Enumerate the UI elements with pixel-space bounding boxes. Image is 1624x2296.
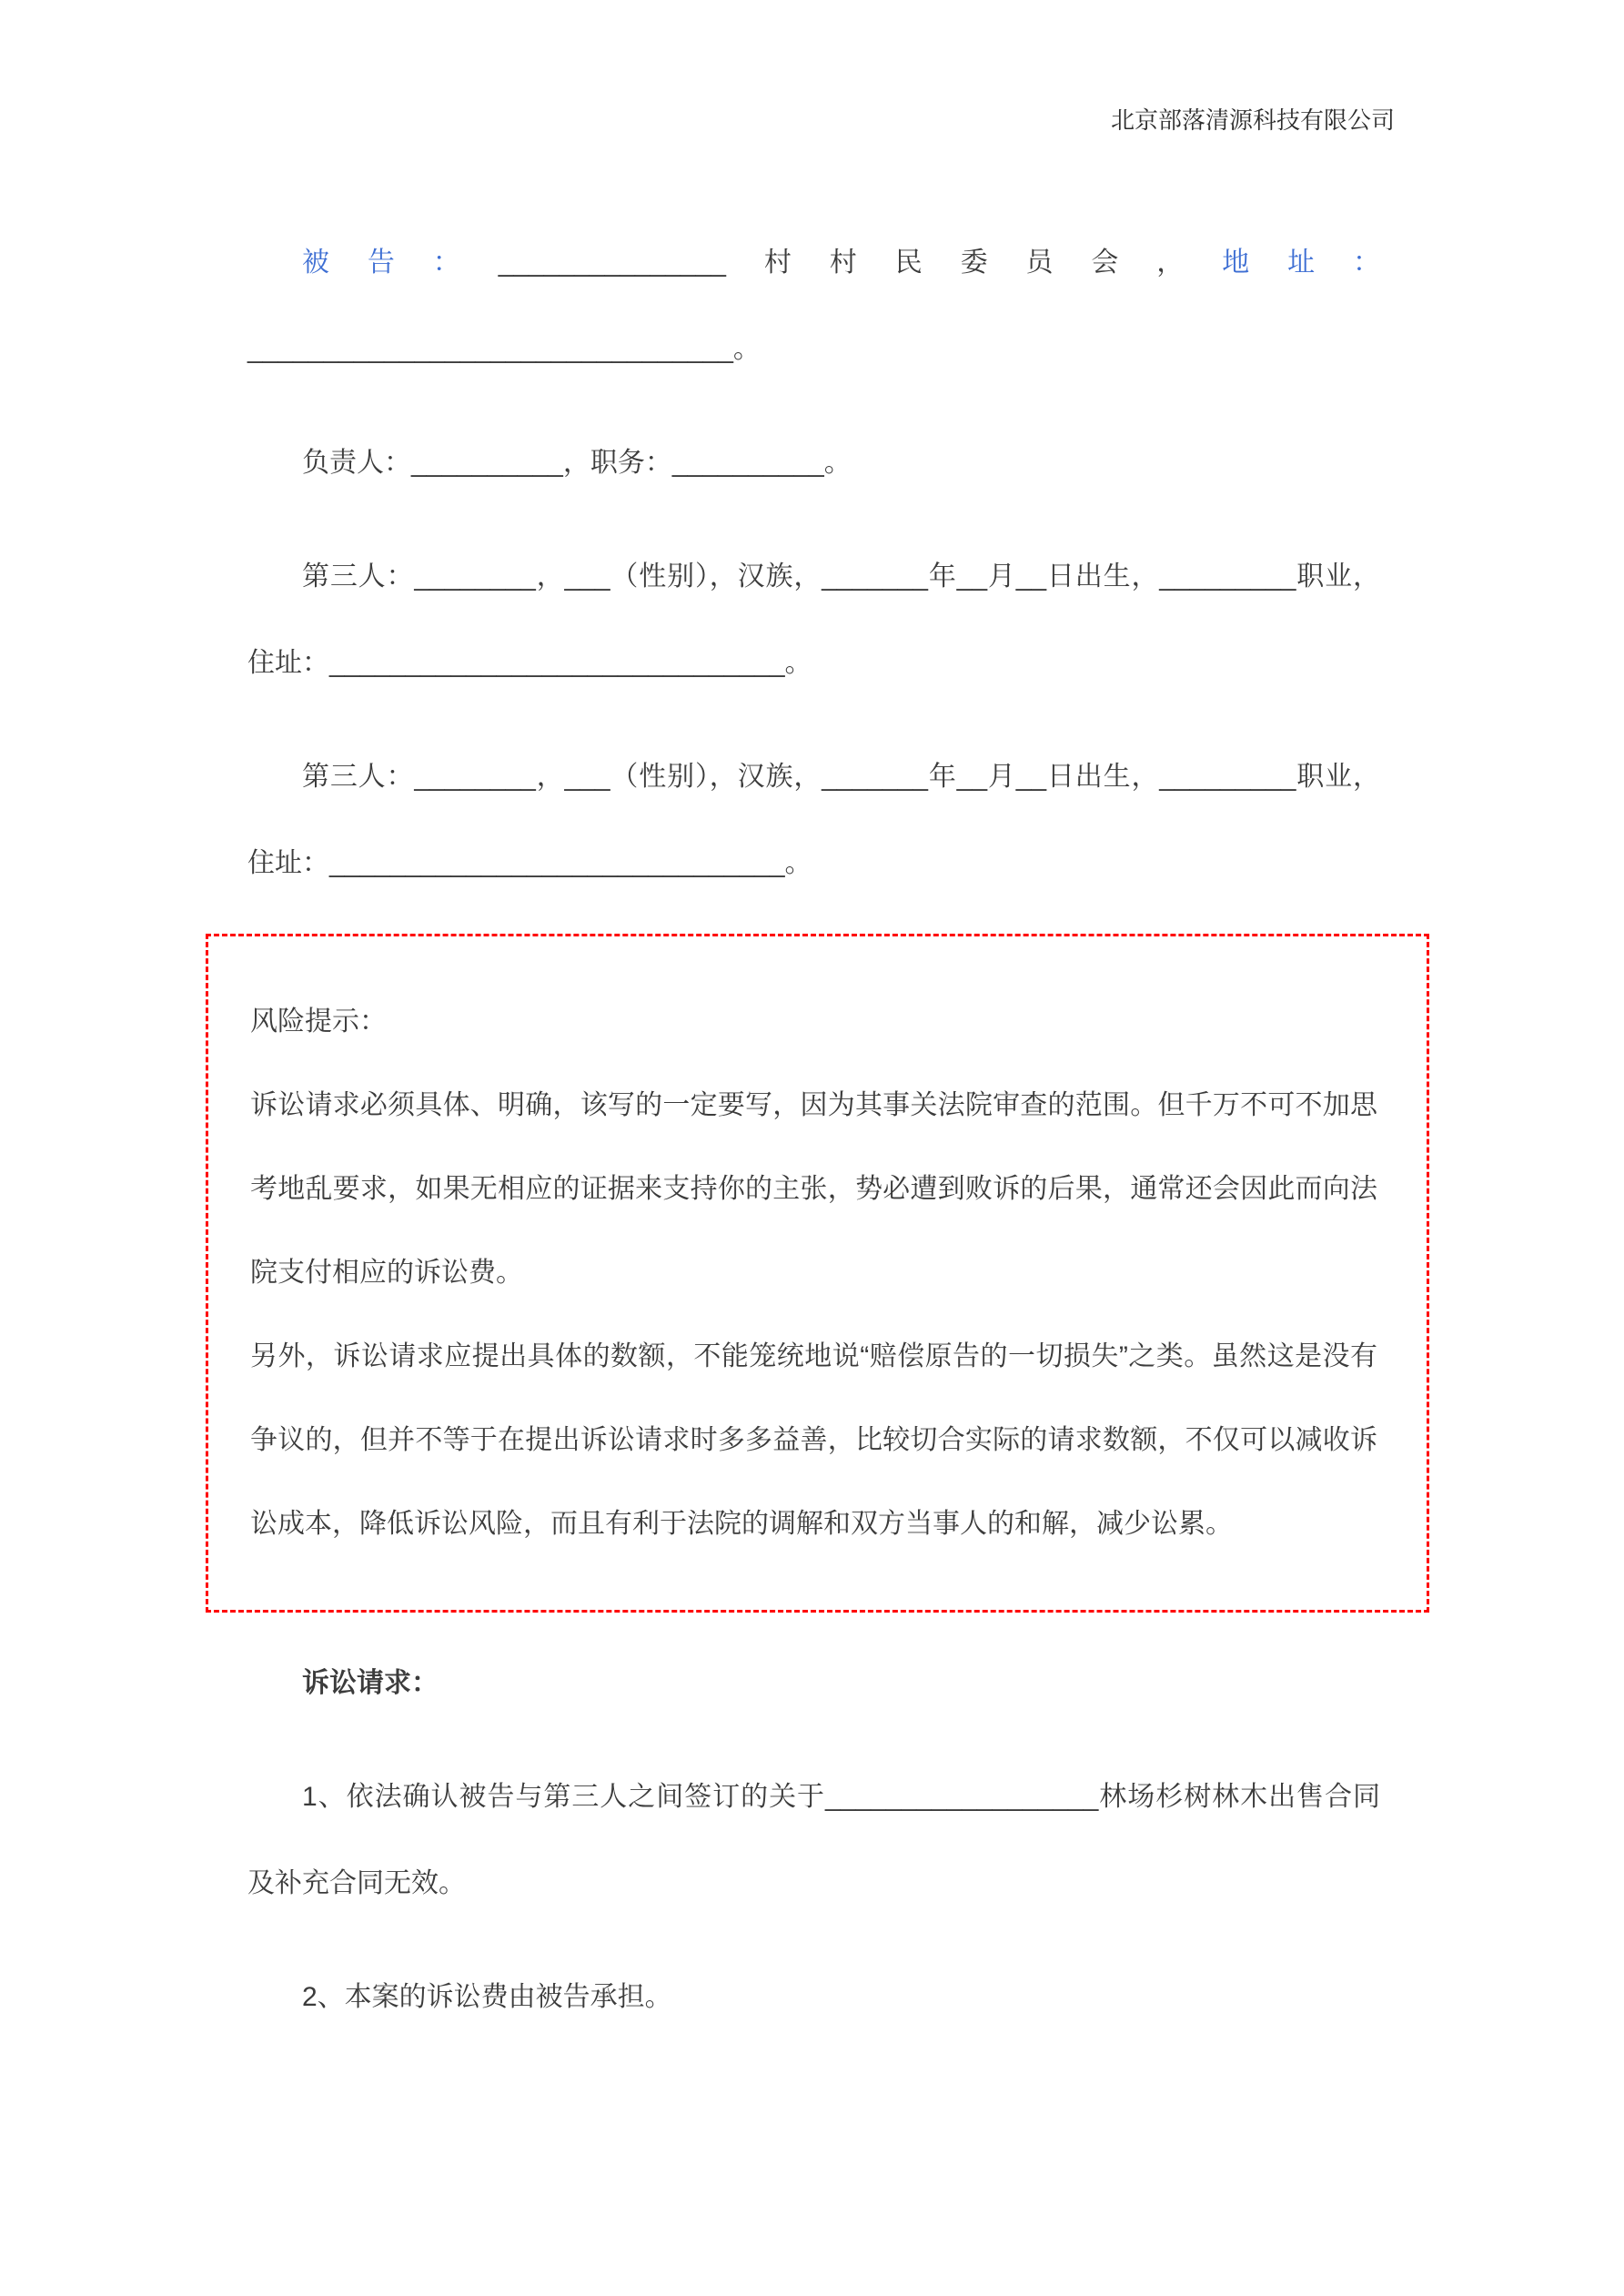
document-body — [247, 219, 1380, 2040]
principal-line: 负责人：__________，职务：__________。 — [302, 448, 852, 478]
claim-item-1: 1、依法确认被告与第三人之间签订的关于__________________林场杉树林木出售合同及补充合同无效。 — [247, 1782, 1380, 1898]
defendant-label: 被告： — [302, 248, 499, 278]
address-label: 地址： — [1222, 248, 1381, 278]
claims-heading: 诉讼请求： — [302, 1668, 439, 1698]
risk-paragraph-1: 诉讼请求必须具体、明确，该写的一定要写，因为其事关法院审查的范围。但千万不可不加思考地乱要求，如果无相应的证据来支持你的主张，势必遭到败诉的后果，通常还会因此而向法院支付相应的诉讼费。 — [250, 1090, 1377, 1288]
risk-paragraph-2: 另外，诉讼请求应提出具体的数额，不能笼统地说“赔偿原告的一切损失”之类。虽然这是没有争议的，但并不等于在提出诉讼请求时多多益善，比较切合实际的请求数额，不仅可以减收诉讼成本，降低诉讼风险，而且有利于法院的调解和双方当事人的和解，减少讼累。 — [250, 1341, 1377, 1539]
company-header: 北京部落清源科技有限公司 — [1110, 106, 1395, 134]
defendant-line — [247, 219, 1380, 392]
claim-item-2: 2、本案的诉讼费由被告承担。 — [302, 1982, 672, 2012]
defendant-blank-committee: _______________村村民委员会， — [498, 248, 1223, 278]
address-blank: ________________________________。 — [247, 334, 761, 364]
risk-title: 风险提示： — [250, 1006, 387, 1037]
third-party-line-2: 第三人：________，___（性别），汉族，_______年__月__日出生，_________职业，住址：______________________________。 — [247, 762, 1380, 878]
third-party-line-1: 第三人：________，___（性别），汉族，_______年__月__日出生，_________职业，住址：______________________________。 — [247, 561, 1380, 678]
risk-box — [206, 934, 1429, 1613]
